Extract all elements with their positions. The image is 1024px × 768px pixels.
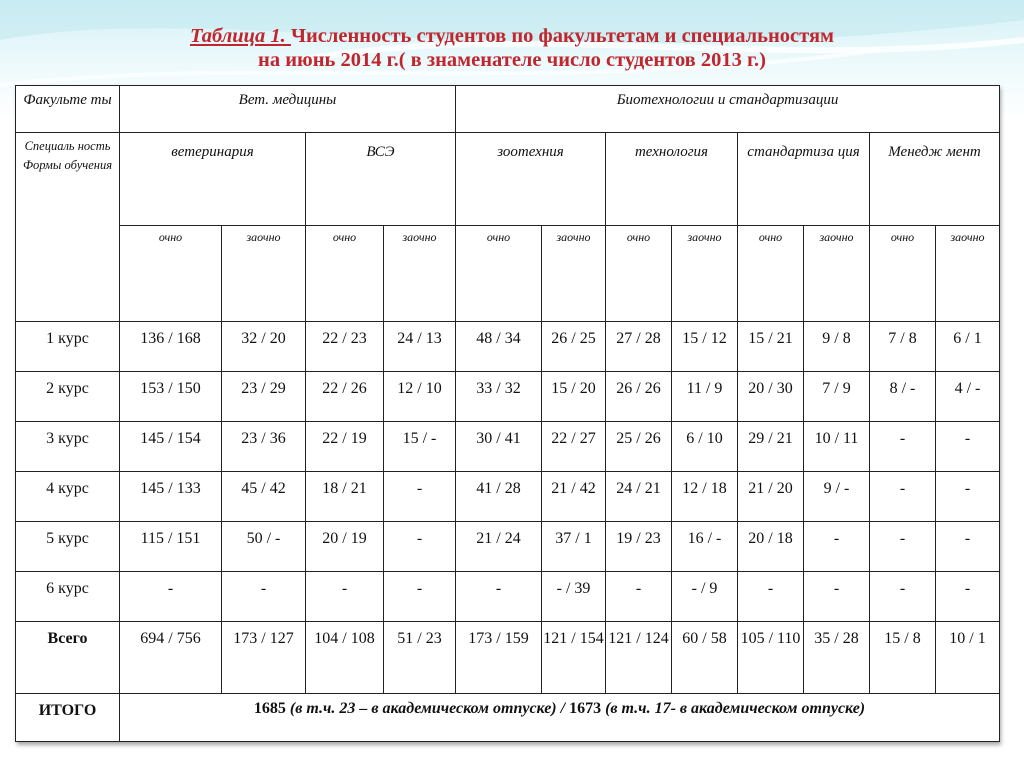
table-cell: - (936, 422, 1000, 472)
total-2013: 1673 (569, 700, 602, 717)
table-cell: 173 / 127 (222, 622, 306, 694)
table-cell: 16 / - (672, 522, 738, 572)
table-cell: 8 / - (870, 372, 936, 422)
table-cell: 24 / 13 (384, 322, 456, 372)
table-cell: - (384, 522, 456, 572)
grand-total-row (16, 694, 1000, 742)
specialty-header-row (16, 133, 1000, 226)
table-cell: - (804, 572, 870, 622)
table-cell: 48 / 34 (456, 322, 542, 372)
table-row (16, 322, 1000, 372)
table-cell: 29 / 21 (738, 422, 804, 472)
form-cell: очно (456, 226, 542, 322)
table-cell: 145 / 133 (120, 472, 222, 522)
form-cell: очно (870, 226, 936, 322)
specialty-vse: ВСЭ (306, 133, 456, 226)
table-cell: 10 / 11 (804, 422, 870, 472)
table-cell: - (222, 572, 306, 622)
faculty-vet-medicine: Вет. медицины (120, 86, 456, 133)
table-cell: 694 / 756 (120, 622, 222, 694)
table-cell: - (384, 572, 456, 622)
title-caption: Таблица 1. (189, 25, 291, 47)
table-cell: - (870, 522, 936, 572)
table-cell: 21 / 24 (456, 522, 542, 572)
table-cell: 12 / 10 (384, 372, 456, 422)
page-title (0, 24, 1024, 72)
table-cell: - (870, 572, 936, 622)
form-cell: заочно (222, 226, 306, 322)
table-row (16, 372, 1000, 422)
total-2014-note: (в т.ч. 23 – в академическом отпуске) / (285, 700, 570, 717)
table-cell: 136 / 168 (120, 322, 222, 372)
table-cell: 15 / - (384, 422, 456, 472)
table-cell: 22 / 23 (306, 322, 384, 372)
table-cell: - (606, 572, 672, 622)
table-cell: 10 / 1 (936, 622, 1000, 694)
table-cell: 45 / 42 (222, 472, 306, 522)
specialty-technology: технология (606, 133, 738, 226)
table-row (16, 472, 1000, 522)
table-cell: 173 / 159 (456, 622, 542, 694)
table-cell: 4 / - (936, 372, 1000, 422)
table-cell: 104 / 108 (306, 622, 384, 694)
table-cell: - (456, 572, 542, 622)
table-cell: - (870, 422, 936, 472)
table-cell: 105 / 110 (738, 622, 804, 694)
table-cell: 35 / 28 (804, 622, 870, 694)
table-cell: 30 / 41 (456, 422, 542, 472)
specialty-management: Менедж мент (870, 133, 1000, 226)
table-cell: 18 / 21 (306, 472, 384, 522)
specialty-label-cell: Специаль ность Формы обучения (16, 133, 120, 322)
table-cell: 37 / 1 (542, 522, 606, 572)
row-label: 2 курс (16, 372, 120, 422)
table-cell: 22 / 27 (542, 422, 606, 472)
faculty-header-row (16, 86, 1000, 133)
table-cell: 121 / 154 (542, 622, 606, 694)
table-cell: - (936, 572, 1000, 622)
table-cell: - (870, 472, 936, 522)
total-2013-note: (в т.ч. 17- в академическом отпуске) (601, 700, 866, 717)
form-cell: очно (738, 226, 804, 322)
table-cell: 15 / 12 (672, 322, 738, 372)
table-cell: - (120, 572, 222, 622)
table-row (16, 622, 1000, 694)
row-label: 3 курс (16, 422, 120, 472)
table-cell: 20 / 30 (738, 372, 804, 422)
table-cell: 27 / 28 (606, 322, 672, 372)
grand-total-label: ИТОГО (16, 694, 120, 742)
table-cell: 7 / 8 (870, 322, 936, 372)
row-label: Всего (16, 622, 120, 694)
table-row (16, 572, 1000, 622)
specialty-veterinary: ветеринария (120, 133, 306, 226)
table-cell: 20 / 19 (306, 522, 384, 572)
form-cell: заочно (542, 226, 606, 322)
table-cell: 7 / 9 (804, 372, 870, 422)
table-cell: 20 / 18 (738, 522, 804, 572)
table-cell: 9 / 8 (804, 322, 870, 372)
table-cell: 15 / 20 (542, 372, 606, 422)
table-body (16, 322, 1000, 694)
form-cell: заочно (384, 226, 456, 322)
form-cell: заочно (804, 226, 870, 322)
table-cell: 41 / 28 (456, 472, 542, 522)
form-cell: заочно (936, 226, 1000, 322)
table-cell: - (936, 522, 1000, 572)
table-cell: - (804, 522, 870, 572)
table-cell: 50 / - (222, 522, 306, 572)
table-cell: 23 / 29 (222, 372, 306, 422)
total-2014: 1685 (253, 700, 286, 717)
table-cell: 15 / 21 (738, 322, 804, 372)
table-cell: - (738, 572, 804, 622)
table-cell: 22 / 26 (306, 372, 384, 422)
table-cell: 115 / 151 (120, 522, 222, 572)
students-table (15, 85, 1000, 742)
table-cell: 24 / 21 (606, 472, 672, 522)
specialty-standardization: стандартиза ция (738, 133, 870, 226)
faculty-label-cell: Факульте ты (16, 86, 120, 133)
table-row (16, 522, 1000, 572)
title-line-1 (0, 24, 1024, 48)
table-cell: 12 / 18 (672, 472, 738, 522)
table-cell: - / 39 (542, 572, 606, 622)
table-cell: 153 / 150 (120, 372, 222, 422)
row-label: 1 курс (16, 322, 120, 372)
table-cell: 51 / 23 (384, 622, 456, 694)
row-label: 6 курс (16, 572, 120, 622)
table-cell: 11 / 9 (672, 372, 738, 422)
table-cell: 23 / 36 (222, 422, 306, 472)
table-cell: - (306, 572, 384, 622)
form-cell: заочно (672, 226, 738, 322)
table-cell: 22 / 19 (306, 422, 384, 472)
table-cell: 9 / - (804, 472, 870, 522)
table-cell: 15 / 8 (870, 622, 936, 694)
grand-total-value (120, 694, 1000, 742)
title-text-1: Численность студентов по факультетам и специальностям (290, 25, 834, 47)
table-cell: 33 / 32 (456, 372, 542, 422)
table-cell: 145 / 154 (120, 422, 222, 472)
table-cell: 26 / 26 (606, 372, 672, 422)
table-cell: 60 / 58 (672, 622, 738, 694)
title-line-2: на июнь 2014 г.( в знаменателе число студентов 2013 г.) (258, 49, 766, 71)
study-form-row (16, 226, 1000, 322)
form-cell: очно (120, 226, 222, 322)
table-cell: 6 / 1 (936, 322, 1000, 372)
table-cell: 26 / 25 (542, 322, 606, 372)
table-cell: - / 9 (672, 572, 738, 622)
form-cell: очно (306, 226, 384, 322)
table-cell: 21 / 42 (542, 472, 606, 522)
faculty-biotech: Биотехнологии и стандартизации (456, 86, 1000, 133)
form-cell: очно (606, 226, 672, 322)
specialty-zootechnics: зоотехния (456, 133, 606, 226)
table-cell: 6 / 10 (672, 422, 738, 472)
table-cell: - (936, 472, 1000, 522)
table-row (16, 422, 1000, 472)
table-cell: 25 / 26 (606, 422, 672, 472)
table-cell: 21 / 20 (738, 472, 804, 522)
students-table-container (15, 85, 999, 742)
row-label: 5 курс (16, 522, 120, 572)
table-cell: 121 / 124 (606, 622, 672, 694)
table-cell: 19 / 23 (606, 522, 672, 572)
table-cell: - (384, 472, 456, 522)
row-label: 4 курс (16, 472, 120, 522)
table-cell: 32 / 20 (222, 322, 306, 372)
